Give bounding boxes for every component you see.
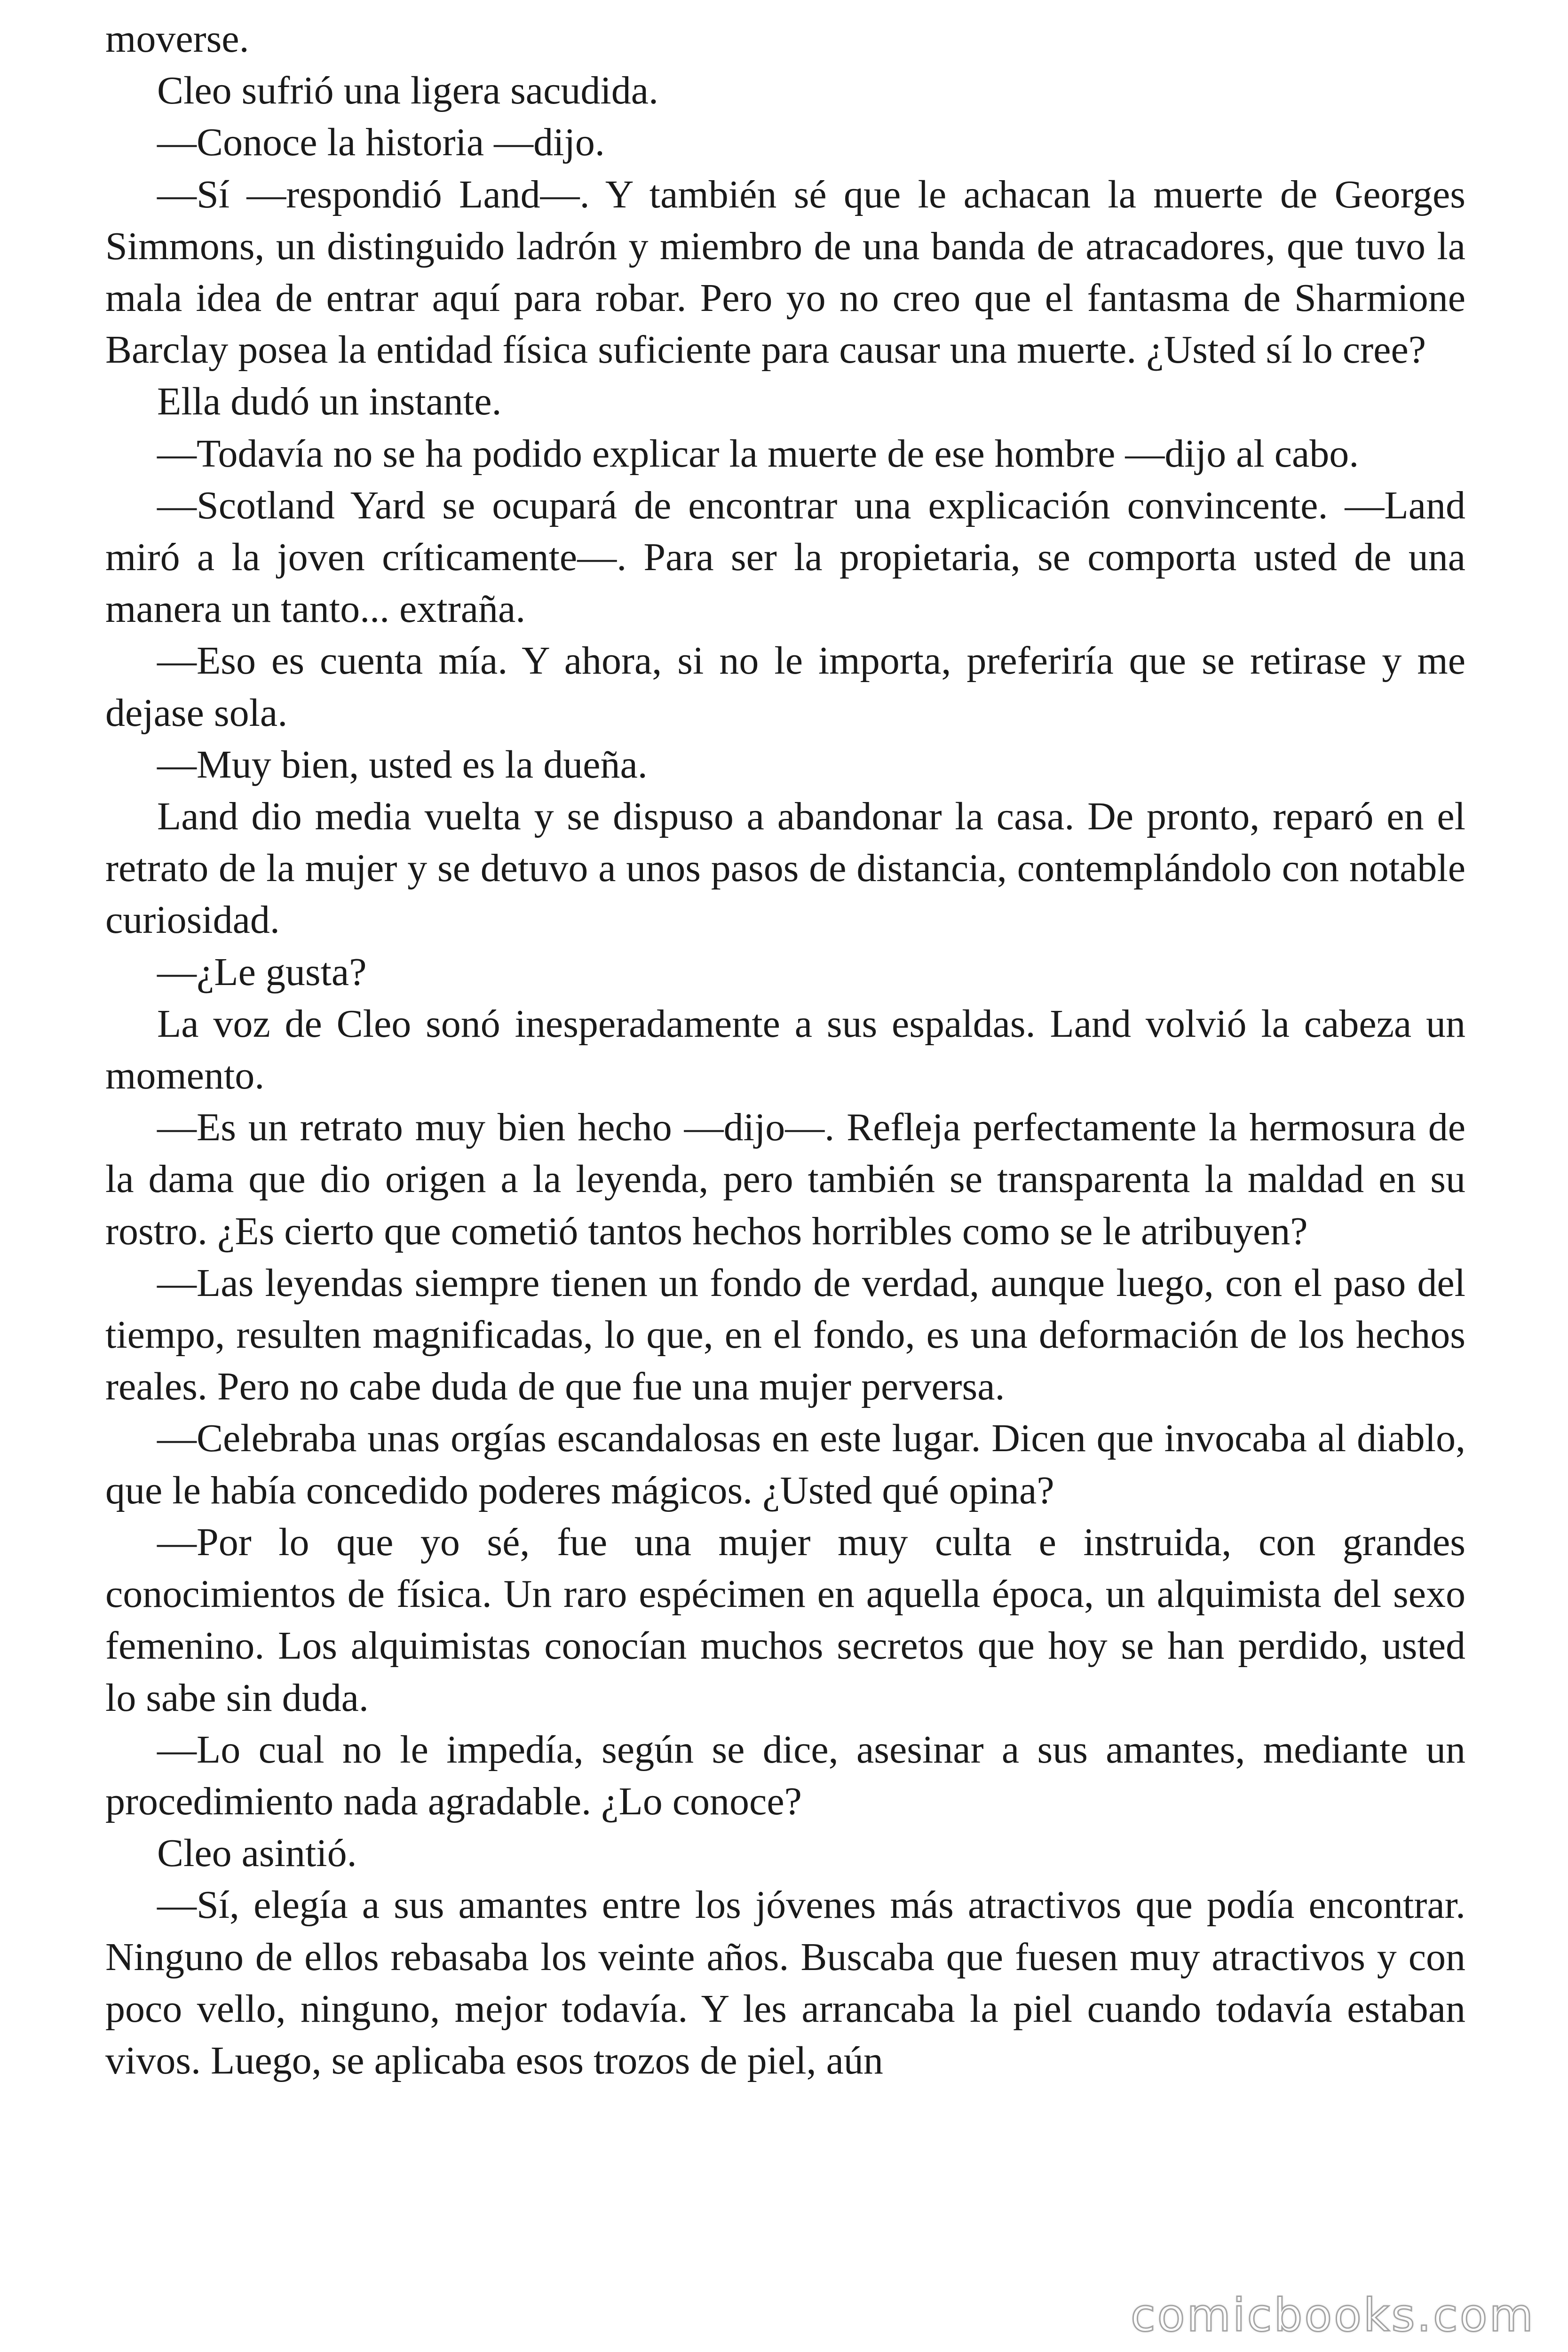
paragraph: —Por lo que yo sé, fue una mujer muy culta e instruida, con grandes conocimientos de física. Un raro espécimen en aquella época, un alquimista del sexo femenino. Los alquimistas conocían muchos secretos que hoy se han perdido, usted lo sabe sin duda. [105, 1520, 1465, 1720]
paragraph: —Sí —respondió Land—. Y también sé que le achacan la muerte de Georges Simmons, un distinguido ladrón y miembro de una banda de atracadores, que tuvo la mala idea de entrar aquí para robar. Pero yo no creo que el fantasma de Sharmione Barclay posea la entidad física suficiente para causar una muerte. ¿Usted sí lo cree? [105, 172, 1465, 372]
paragraph: —Las leyendas siempre tienen un fondo de verdad, aunque luego, con el paso del tiempo, resulten magnificadas, lo que, en el fondo, es una deformación de los hechos reales. Pero no cabe duda de que fue una mujer perversa. [105, 1261, 1465, 1409]
paragraph: —Eso es cuenta mía. Y ahora, si no le importa, preferiría que se retirase y me dejase sola. [105, 639, 1465, 735]
paragraph: La voz de Cleo sonó inesperadamente a sus espaldas. Land volvió la cabeza un momento. [105, 1001, 1465, 1098]
paragraph: —Scotland Yard se ocupará de encontrar una explicación convincente. —Land miró a la joven críticamente—. Para ser la propietaria, se comporta usted de una manera un tanto... extraña. [105, 483, 1465, 631]
paragraph: —Sí, elegía a sus amantes entre los jóvenes más atractivos que podía encontrar. Ninguno de ellos rebasaba los veinte años. Buscaba que fuesen muy atractivos y con poco vello, ninguno, mejor todavía. Y les arrancaba la piel cuando todavía estaban vivos. Luego, se aplicaba esos trozos de piel, aún [105, 1883, 1465, 2082]
paragraph: —Lo cual no le impedía, según se dice, asesinar a sus amantes, mediante un procedimiento nada agradable. ¿Lo conoce? [105, 1727, 1465, 1823]
paragraph: —Todavía no se ha podido explicar la muerte de ese hombre —dijo al cabo. [157, 431, 1359, 476]
paragraph: Cleo asintió. [157, 1831, 357, 1875]
paragraph: —Celebraba unas orgías escandalosas en este lugar. Dicen que invocaba al diablo, que le había concedido poderes mágicos. ¿Usted qué opina? [105, 1416, 1465, 1512]
paragraph: Land dio media vuelta y se dispuso a abandonar la casa. De pronto, reparó en el retrato de la mujer y se detuvo a unos pasos de distancia, contemplándolo con notable curiosidad. [105, 795, 1465, 942]
paragraph: —Muy bien, usted es la dueña. [157, 742, 648, 787]
paragraph: —¿Le gusta? [157, 950, 367, 994]
page-text-body [105, 13, 1465, 2087]
paragraph: Cleo sufrió una ligera sacudida. [157, 69, 658, 113]
paragraph: moverse. [105, 17, 249, 61]
paragraph: —Es un retrato muy bien hecho —dijo—. Refleja perfectamente la hermosura de la dama que dio origen a la leyenda, pero también se transparenta la maldad en su rostro. ¿Es cierto que cometió tantos hechos horribles como se le atribuyen? [105, 1105, 1465, 1253]
watermark: comicbooks.com [1130, 2289, 1535, 2342]
paragraph: Ella dudó un instante. [157, 380, 502, 424]
paragraph: —Conoce la historia —dijo. [157, 120, 605, 165]
